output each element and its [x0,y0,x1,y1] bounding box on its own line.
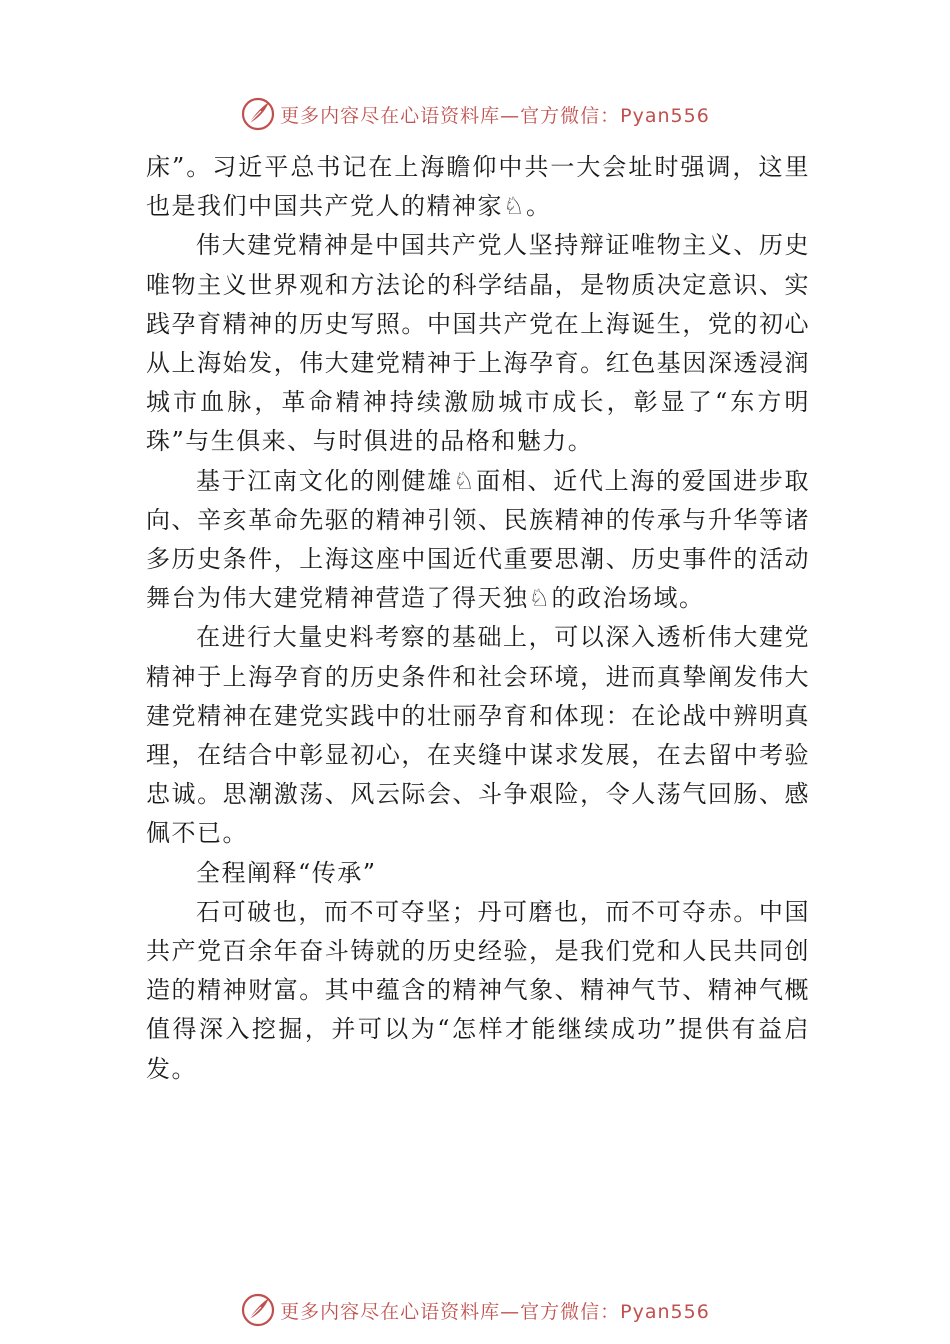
quill-logo-icon [240,96,276,132]
paragraph-4: 在进行大量史料考察的基础上，可以深入透析伟大建党精神于上海孕育的历史条件和社会环境，进而真挚阐发伟大建党精神在建党实践中的壮丽孕育和体现：在论战中辨明真理，在结合中彰显初心，在夹缝中谋求发展，在去留中考验忠诚。思潮激荡、风云际会、斗争艰险，令人荡气回肠、感佩不已。 [146,623,810,848]
header-banner-text: 更多内容尽在心语资料库—官方微信：Pyan556 [280,104,710,127]
footer-banner [0,1288,950,1332]
footer-banner-text: 更多内容尽在心语资料库—官方微信：Pyan556 [280,1300,710,1323]
paragraph-2: 伟大建党精神是中国共产党人坚持辩证唯物主义、历史唯物主义世界观和方法论的科学结晶，是物质决定意识、实践孕育精神的历史写照。中国共产党在上海诞生，党的初心从上海始发，伟大建党精神于上海孕育。红色基因深透浸润城市血脉，革命精神持续激励城市成长，彰显了“东方明珠”与生俱来、与时俱进的品格和魅力。 [146,231,810,456]
paragraph-3: 基于江南文化的刚健雄♘面相、近代上海的爱国进步取向、辛亥革命先驱的精神引领、民族精神的传承与升华等诸多历史条件，上海这座中国近代重要思潮、历史事件的活动舞台为伟大建党精神营造了得天独♘的政治场域。 [146,466,810,613]
header-banner [0,92,950,136]
paragraph-5: 石可破也，而不可夺坚；丹可磨也，而不可夺赤。中国共产党百余年奋斗铸就的历史经验，是我们党和人民共同创造的精神财富。其中蕴含的精神气象、精神气节、精神气概值得深入挖掘，并可以为“怎样才能继续成功”提供有益启发。 [146,897,810,1083]
quill-logo-icon [240,1292,276,1328]
paragraph-1: 床”。习近平总书记在上海瞻仰中共一大会址时强调，这里也是我们中国共产党人的精神家♘。 [146,153,810,221]
section-heading: 全程阐释“传承” [196,858,377,887]
document-body [146,148,810,1089]
